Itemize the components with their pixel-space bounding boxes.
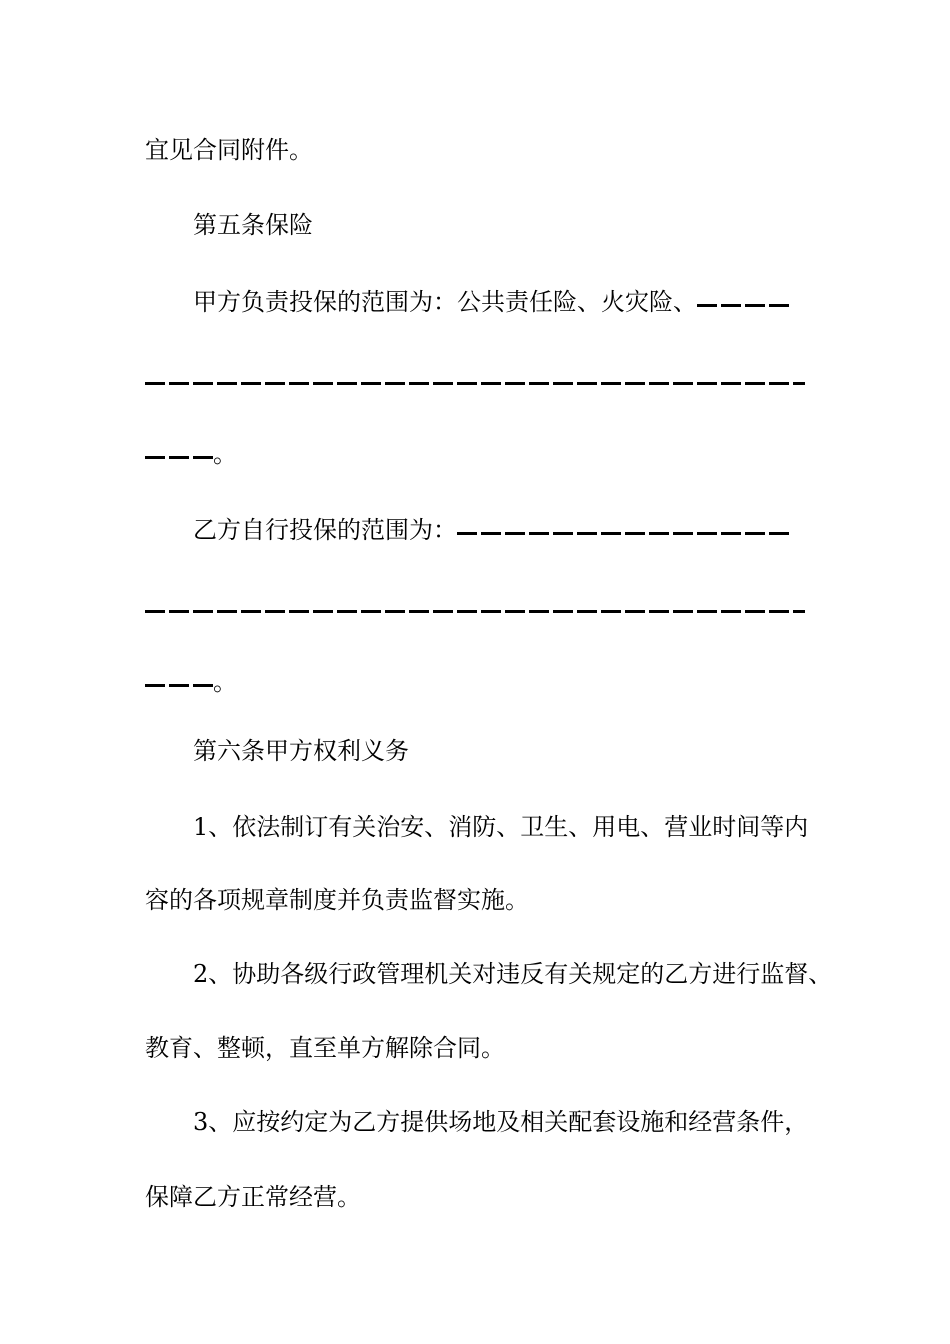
paragraph-line-attachment xyxy=(145,134,805,166)
list-item-1-line-1 xyxy=(193,811,809,843)
list-item-2-line-2 xyxy=(145,1032,805,1064)
list-item-3-text: 3、应按约定为乙方提供场地及相关配套设施和经营条件， xyxy=(193,1108,809,1136)
text-party-a-insurance: 甲方负责投保的范围为：公共责任险、火灾险、 xyxy=(193,288,697,316)
paragraph-line-blank-end-1 xyxy=(145,438,805,470)
text-party-b-insurance: 乙方自行投保的范围为： xyxy=(193,516,457,544)
list-item-3-line-1 xyxy=(193,1106,809,1138)
fill-in-blank xyxy=(145,684,213,687)
paragraph-party-b-insurance xyxy=(193,514,805,546)
period-mark: 。 xyxy=(213,668,237,696)
list-item-3-line-2 xyxy=(145,1181,805,1213)
list-item-2-line-1 xyxy=(193,958,833,990)
fill-in-blank xyxy=(697,304,789,307)
list-item-1-text: 1、依法制订有关治安、消防、卫生、用电、营业时间等内 xyxy=(193,813,809,841)
heading-text-insurance: 第五条保险 xyxy=(193,211,313,239)
heading-text-party-a-rights: 第六条甲方权利义务 xyxy=(193,737,409,765)
text-attachment: 宜见合同附件。 xyxy=(145,136,313,164)
fill-in-blank xyxy=(457,532,793,535)
list-item-1-line-2 xyxy=(145,884,805,916)
list-item-2-text: 2、协助各级行政管理机关对违反有关规定的乙方进行监督、 xyxy=(193,960,833,988)
paragraph-line-blank-end-2 xyxy=(145,666,805,698)
period-mark: 。 xyxy=(213,440,237,468)
list-item-3-text-cont: 保障乙方正常经营。 xyxy=(145,1183,361,1211)
fill-in-blank-line xyxy=(145,610,805,613)
article-heading-party-a-rights xyxy=(193,735,805,767)
fill-in-blank-line xyxy=(145,382,805,385)
paragraph-party-a-insurance xyxy=(193,286,805,318)
list-item-1-text-cont: 容的各项规章制度并负责监督实施。 xyxy=(145,886,529,914)
article-heading-insurance xyxy=(193,209,805,241)
list-item-2-text-cont: 教育、整顿，直至单方解除合同。 xyxy=(145,1034,505,1062)
fill-in-blank xyxy=(145,456,213,459)
